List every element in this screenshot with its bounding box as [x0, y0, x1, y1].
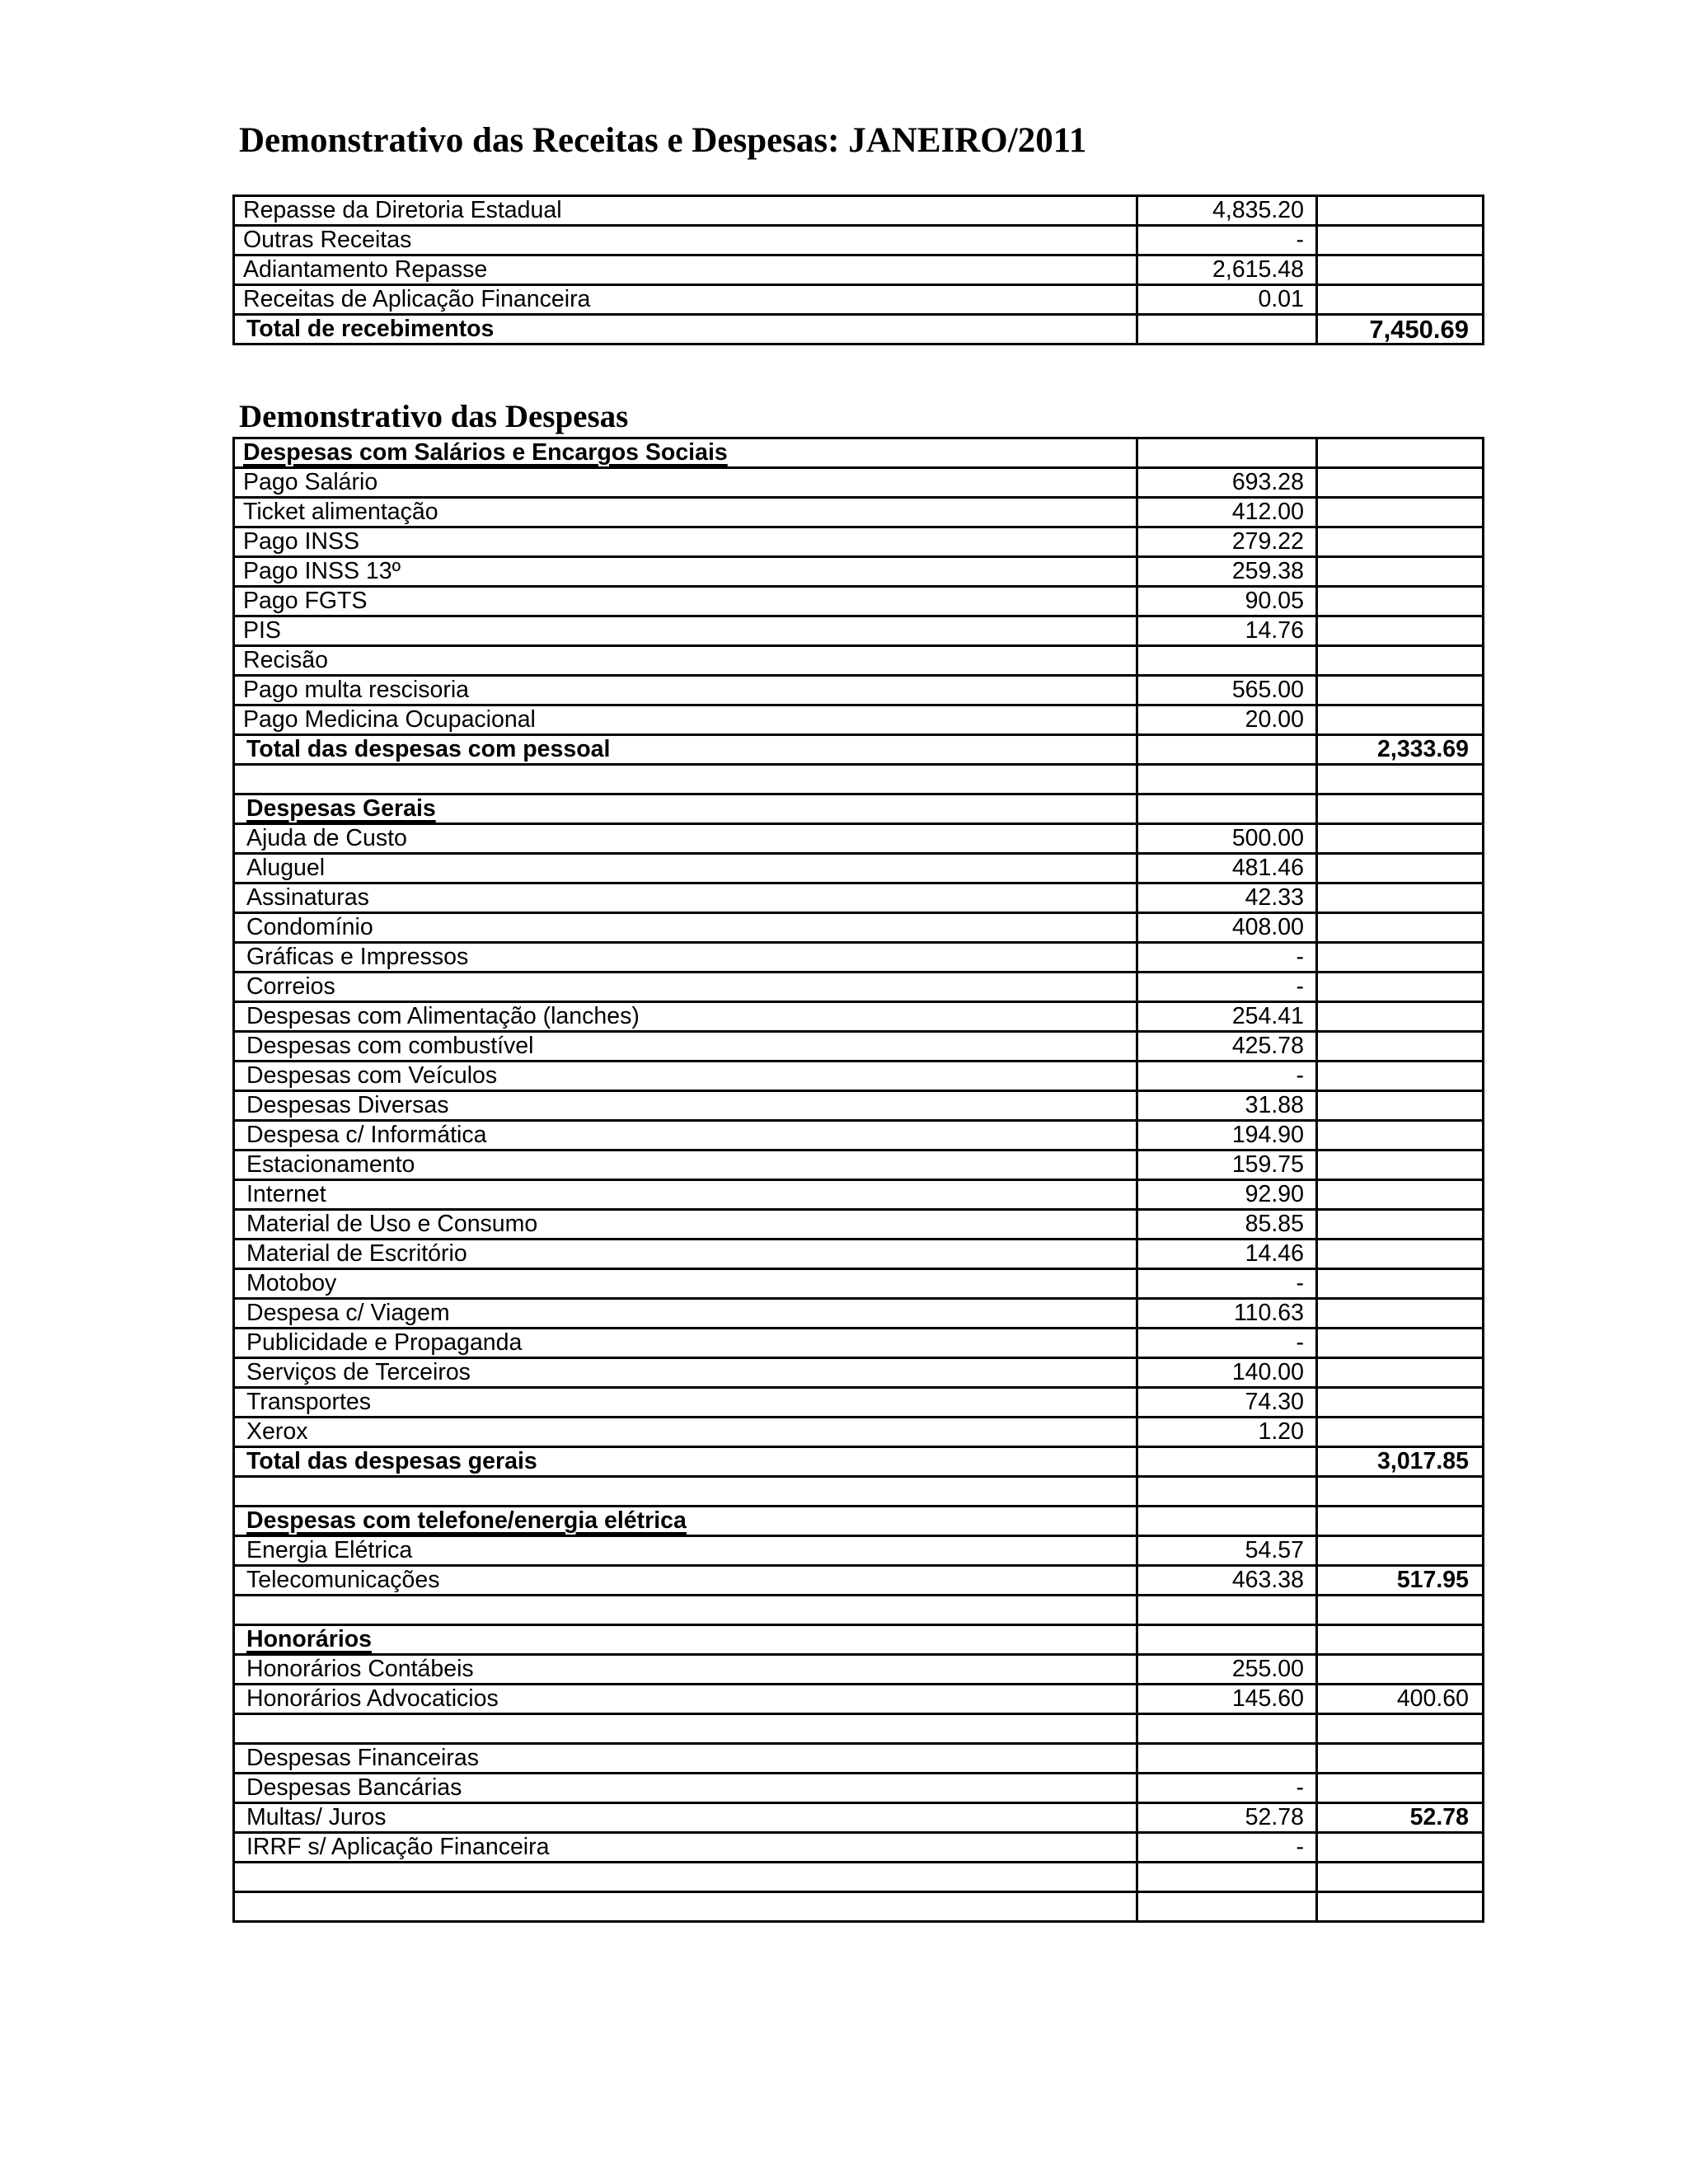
total-row [234, 735, 1484, 765]
row-label: Honorários Advocaticios [234, 1685, 1137, 1714]
row-label: Pago FGTS [234, 587, 1137, 616]
blank-cell [1317, 1863, 1484, 1892]
table-row [234, 1388, 1484, 1418]
row-total [1317, 705, 1484, 735]
row-label: IRRF s/ Aplicação Financeira [234, 1833, 1137, 1863]
table-row [234, 1180, 1484, 1210]
row-total [1317, 1121, 1484, 1151]
row-value: 140.00 [1137, 1358, 1317, 1388]
row-value: - [1137, 226, 1317, 255]
table-row [234, 468, 1484, 498]
blank-cell [1137, 1507, 1317, 1536]
row-label: Material de Uso e Consumo [234, 1210, 1137, 1240]
row-value: 14.46 [1137, 1240, 1317, 1269]
row-value: 254.41 [1137, 1002, 1317, 1032]
section-heading [234, 794, 1137, 824]
table-row [234, 824, 1484, 854]
total-label: Total das despesas gerais [234, 1447, 1137, 1477]
blank-cell [234, 1596, 1137, 1625]
row-label: Energia Elétrica [234, 1536, 1137, 1566]
section-heading-row [234, 1507, 1484, 1536]
table-row [234, 226, 1484, 255]
table-row [234, 1210, 1484, 1240]
row-value: 4,835.20 [1137, 196, 1317, 226]
blank-cell [1137, 1596, 1317, 1625]
total-row [234, 315, 1484, 344]
row-value: 42.33 [1137, 883, 1317, 913]
row-label: Estacionamento [234, 1151, 1137, 1180]
row-value: 92.90 [1137, 1180, 1317, 1210]
row-value: - [1137, 1062, 1317, 1091]
row-value: 14.76 [1137, 616, 1317, 646]
row-total [1317, 854, 1484, 883]
blank-row [234, 1892, 1484, 1922]
row-label: Pago INSS [234, 527, 1137, 557]
row-total [1317, 1774, 1484, 1803]
blank-row [234, 1714, 1484, 1744]
row-value: 500.00 [1137, 824, 1317, 854]
row-value: 85.85 [1137, 1210, 1317, 1240]
section-heading-row [234, 1744, 1484, 1774]
row-label: Despesas Diversas [234, 1091, 1137, 1121]
table-row [234, 1358, 1484, 1388]
row-label: Multas/ Juros [234, 1803, 1137, 1833]
section-heading [234, 1625, 1137, 1655]
row-value: 194.90 [1137, 1121, 1317, 1151]
blank-cell [1317, 1714, 1484, 1744]
row-total [1317, 1388, 1484, 1418]
row-value: - [1137, 1774, 1317, 1803]
row-total [1317, 1210, 1484, 1240]
row-label: Aluguel [234, 854, 1137, 883]
table-row [234, 972, 1484, 1002]
row-label: Outras Receitas [234, 226, 1137, 255]
row-total [1317, 972, 1484, 1002]
row-total [1317, 943, 1484, 972]
despesas-table [232, 437, 1484, 1923]
table-row [234, 587, 1484, 616]
row-value: 259.38 [1137, 557, 1317, 587]
blank-cell [1137, 1714, 1317, 1744]
row-value: 110.63 [1137, 1299, 1317, 1329]
row-value: 145.60 [1137, 1685, 1317, 1714]
row-label: Pago INSS 13º [234, 557, 1137, 587]
row-value: 52.78 [1137, 1803, 1317, 1833]
row-label: Receitas de Aplicação Financeira [234, 285, 1137, 315]
row-total [1317, 646, 1484, 676]
table-row [234, 285, 1484, 315]
blank-row [234, 765, 1484, 794]
row-value: 31.88 [1137, 1091, 1317, 1121]
blank-cell [1137, 1892, 1317, 1922]
row-label: PIS [234, 616, 1137, 646]
blank-cell [1137, 1744, 1317, 1774]
blank-cell [1317, 1625, 1484, 1655]
blank-row [234, 1596, 1484, 1625]
row-value: 20.00 [1137, 705, 1317, 735]
table-row [234, 1685, 1484, 1714]
section-title-despesas: Demonstrativo das Despesas [239, 399, 629, 434]
row-label: Ajuda de Custo [234, 824, 1137, 854]
row-label: Despesas com Alimentação (lanches) [234, 1002, 1137, 1032]
row-total [1317, 196, 1484, 226]
row-label: Pago Medicina Ocupacional [234, 705, 1137, 735]
receitas-table [232, 194, 1484, 345]
table-row [234, 557, 1484, 587]
row-total [1317, 1002, 1484, 1032]
row-label: Ticket alimentação [234, 498, 1137, 527]
blank-cell [1137, 1863, 1317, 1892]
row-label: Pago Salário [234, 468, 1137, 498]
blank-cell [1317, 1892, 1484, 1922]
total-value-empty [1137, 1447, 1317, 1477]
row-label: Recisão [234, 646, 1137, 676]
table-row [234, 1002, 1484, 1032]
section-heading-text: Despesas com telefone/energia elétrica [246, 1507, 687, 1534]
table-row [234, 1536, 1484, 1566]
row-total: 517.95 [1317, 1566, 1484, 1596]
table-row [234, 527, 1484, 557]
total-value: 2,333.69 [1317, 735, 1484, 765]
blank-cell [1317, 438, 1484, 468]
blank-row [234, 1863, 1484, 1892]
row-label: Adiantamento Repasse [234, 255, 1137, 285]
table-row [234, 913, 1484, 943]
row-total [1317, 1536, 1484, 1566]
row-label: Motoboy [234, 1269, 1137, 1299]
table-row [234, 1299, 1484, 1329]
blank-cell [1137, 765, 1317, 794]
blank-cell [1137, 438, 1317, 468]
row-value: - [1137, 972, 1317, 1002]
table-row [234, 883, 1484, 913]
blank-cell [1317, 1477, 1484, 1507]
row-value [1137, 646, 1317, 676]
table-row [234, 1091, 1484, 1121]
row-value: 0.01 [1137, 285, 1317, 315]
row-value: 412.00 [1137, 498, 1317, 527]
row-total [1317, 1151, 1484, 1180]
row-total [1317, 1032, 1484, 1062]
blank-cell [234, 765, 1137, 794]
total-value-empty [1137, 735, 1317, 765]
section-heading-row [234, 794, 1484, 824]
row-value: - [1137, 1329, 1317, 1358]
row-total [1317, 1062, 1484, 1091]
table-row [234, 196, 1484, 226]
table-row [234, 1151, 1484, 1180]
row-total [1317, 1180, 1484, 1210]
section-heading: Despesas Financeiras [234, 1744, 1137, 1774]
row-value: 1.20 [1137, 1418, 1317, 1447]
row-label: Xerox [234, 1418, 1137, 1447]
row-label: Assinaturas [234, 883, 1137, 913]
table-row [234, 1655, 1484, 1685]
total-label: Total das despesas com pessoal [234, 735, 1137, 765]
row-total: 52.78 [1317, 1803, 1484, 1833]
table-row [234, 646, 1484, 676]
row-value: 2,615.48 [1137, 255, 1317, 285]
row-value: - [1137, 1833, 1317, 1863]
table-row [234, 1032, 1484, 1062]
row-total [1317, 1358, 1484, 1388]
row-value: 425.78 [1137, 1032, 1317, 1062]
blank-cell [1317, 1596, 1484, 1625]
row-label: Telecomunicações [234, 1566, 1137, 1596]
row-label: Gráficas e Impressos [234, 943, 1137, 972]
table-row [234, 255, 1484, 285]
table-row [234, 1269, 1484, 1299]
row-label: Honorários Contábeis [234, 1655, 1137, 1685]
row-label: Despesas com combustível [234, 1032, 1137, 1062]
table-row [234, 498, 1484, 527]
table-row [234, 616, 1484, 646]
row-total: 400.60 [1317, 1685, 1484, 1714]
table-row [234, 1062, 1484, 1091]
row-total [1317, 824, 1484, 854]
table-row [234, 676, 1484, 705]
row-total [1317, 285, 1484, 315]
row-total [1317, 1418, 1484, 1447]
table-row [234, 943, 1484, 972]
blank-cell [1317, 1507, 1484, 1536]
row-label: Despesas Bancárias [234, 1774, 1137, 1803]
row-total [1317, 1299, 1484, 1329]
section-heading [234, 438, 1137, 468]
row-value: 693.28 [1137, 468, 1317, 498]
blank-cell [234, 1714, 1137, 1744]
blank-cell [1137, 1477, 1317, 1507]
row-total [1317, 498, 1484, 527]
row-total [1317, 1091, 1484, 1121]
page-title: Demonstrativo das Receitas e Despesas: JANEIRO/2011 [239, 121, 1087, 160]
row-total [1317, 226, 1484, 255]
row-total [1317, 255, 1484, 285]
row-value: 255.00 [1137, 1655, 1317, 1685]
row-label: Transportes [234, 1388, 1137, 1418]
blank-cell [1317, 794, 1484, 824]
blank-cell [1137, 1625, 1317, 1655]
row-total [1317, 468, 1484, 498]
row-label: Internet [234, 1180, 1137, 1210]
row-value: 54.57 [1137, 1536, 1317, 1566]
table-row [234, 1833, 1484, 1863]
row-label: Material de Escritório [234, 1240, 1137, 1269]
blank-cell [234, 1863, 1137, 1892]
row-total [1317, 1833, 1484, 1863]
row-label: Despesa c/ Viagem [234, 1299, 1137, 1329]
blank-cell [1137, 794, 1317, 824]
section-heading [234, 1507, 1137, 1536]
row-label: Publicidade e Propaganda [234, 1329, 1137, 1358]
row-value: 279.22 [1137, 527, 1317, 557]
section-heading-row [234, 1625, 1484, 1655]
table-row [234, 1418, 1484, 1447]
blank-cell [1317, 1744, 1484, 1774]
row-total [1317, 1240, 1484, 1269]
blank-cell [234, 1892, 1137, 1922]
row-value: 463.38 [1137, 1566, 1317, 1596]
section-heading-text: Despesas com Salários e Encargos Sociais [243, 439, 728, 466]
total-value: 7,450.69 [1317, 315, 1484, 344]
row-total [1317, 616, 1484, 646]
row-total [1317, 557, 1484, 587]
row-label: Despesas com Veículos [234, 1062, 1137, 1091]
row-total [1317, 1269, 1484, 1299]
row-value: 90.05 [1137, 587, 1317, 616]
blank-row [234, 1477, 1484, 1507]
row-value: - [1137, 1269, 1317, 1299]
total-row [234, 1447, 1484, 1477]
row-total [1317, 913, 1484, 943]
row-value: 565.00 [1137, 676, 1317, 705]
section-heading-text: Despesas Gerais [246, 795, 436, 822]
row-total [1317, 527, 1484, 557]
section-heading-row [234, 438, 1484, 468]
table-row [234, 1774, 1484, 1803]
row-total [1317, 883, 1484, 913]
row-value: - [1137, 943, 1317, 972]
table-row [234, 705, 1484, 735]
row-label: Pago multa rescisoria [234, 676, 1137, 705]
row-label: Correios [234, 972, 1137, 1002]
table-row [234, 1803, 1484, 1833]
table-row [234, 1121, 1484, 1151]
total-label: Total de recebimentos [234, 315, 1137, 344]
row-label: Despesa c/ Informática [234, 1121, 1137, 1151]
blank-cell [1317, 765, 1484, 794]
row-total [1317, 676, 1484, 705]
row-total [1317, 1655, 1484, 1685]
row-label: Repasse da Diretoria Estadual [234, 196, 1137, 226]
row-total [1317, 587, 1484, 616]
table-row [234, 1566, 1484, 1596]
total-value: 3,017.85 [1317, 1447, 1484, 1477]
row-total [1317, 1329, 1484, 1358]
total-value-empty [1137, 315, 1317, 344]
row-value: 74.30 [1137, 1388, 1317, 1418]
row-value: 408.00 [1137, 913, 1317, 943]
table-row [234, 854, 1484, 883]
row-label: Serviços de Terceiros [234, 1358, 1137, 1388]
row-value: 481.46 [1137, 854, 1317, 883]
row-value: 159.75 [1137, 1151, 1317, 1180]
row-label: Condomínio [234, 913, 1137, 943]
section-heading-text: Honorários [246, 1626, 373, 1652]
blank-cell [234, 1477, 1137, 1507]
table-row [234, 1240, 1484, 1269]
table-row [234, 1329, 1484, 1358]
